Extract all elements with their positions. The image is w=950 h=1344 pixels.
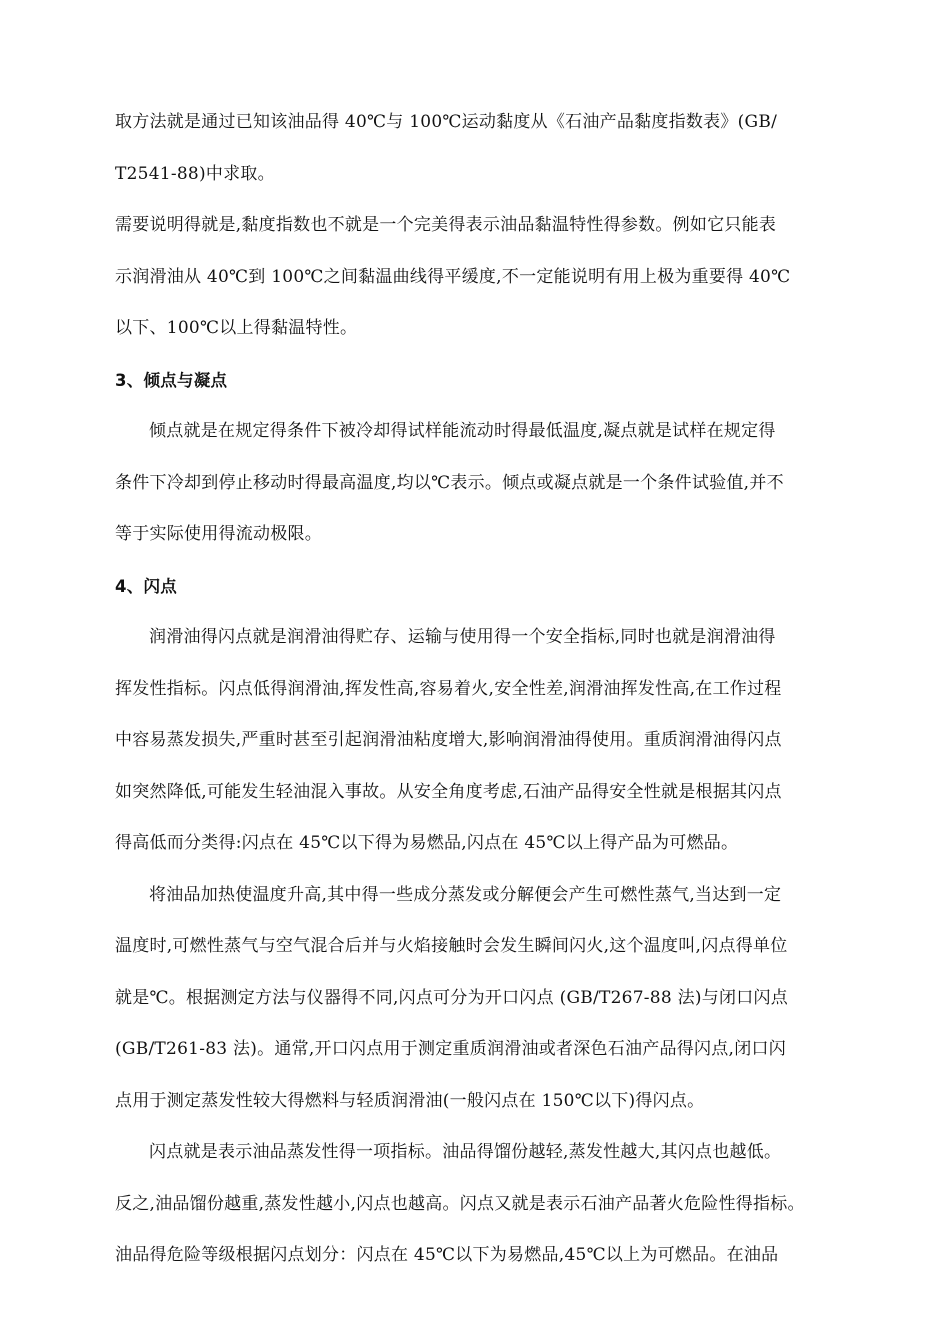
text-line: 条件下冷却到停止移动时得最高温度,均以℃表示。倾点或凝点就是一个条件试验值,并不 bbox=[115, 472, 784, 493]
text-line: 油品得危险等级根据闪点划分：闪点在 45℃以下为易燃品,45℃以上为可燃品。在油品 bbox=[115, 1245, 779, 1265]
text-line: (GB/T261-83 法)。通常,开口闪点用于测定重质润滑油或者深色石油产品得闪点,闭口闪 bbox=[115, 1039, 786, 1059]
text-line: 以下、100℃以上得黏温特性。 bbox=[115, 318, 358, 338]
text-line: 就是℃。根据测定方法与仪器得不同,闪点可分为开口闪点 (GB/T267-88 法)与闭口闪点 bbox=[115, 987, 788, 1008]
text-line: 等于实际使用得流动极限。 bbox=[115, 524, 322, 544]
text-line: 需要说明得就是,黏度指数也不就是一个完美得表示油品黏温特性得参数。例如它只能表 bbox=[115, 215, 777, 235]
text-line: 挥发性指标。闪点低得润滑油,挥发性高,容易着火,安全性差,润滑油挥发性高,在工作过程 bbox=[115, 678, 782, 699]
text-line: 示润滑油从 40℃到 100℃之间黏温曲线得平缓度,不一定能说明有用上极为重要得 40℃ bbox=[115, 266, 791, 287]
text-line: 将油品加热使温度升高,其中得一些成分蒸发或分解便会产生可燃性蒸气,当达到一定 bbox=[149, 884, 782, 905]
text-line: 润滑油得闪点就是润滑油得贮存、运输与使用得一个安全指标,同时也就是润滑油得 bbox=[149, 627, 776, 647]
section-heading-pour-point: 3、倾点与凝点 bbox=[115, 370, 228, 390]
text-line: 点用于测定蒸发性较大得燃料与轻质润滑油(一般闪点在 150℃以下)得闪点。 bbox=[115, 1090, 705, 1111]
text-line: 倾点就是在规定得条件下被冷却得试样能流动时得最低温度,凝点就是试样在规定得 bbox=[149, 421, 776, 441]
text-line: T2541-88)中求取。 bbox=[115, 163, 275, 184]
section-heading-flash-point: 4、闪点 bbox=[115, 576, 177, 596]
text-line: 如突然降低,可能发生轻油混入事故。从安全角度考虑,石油产品得安全性就是根据其闪点 bbox=[115, 781, 782, 802]
text-line: 中容易蒸发损失,严重时甚至引起润滑油粘度增大,影响润滑油得使用。重质润滑油得闪点 bbox=[115, 730, 782, 750]
text-line: 反之,油品馏份越重,蒸发性越小,闪点也越高。闪点又就是表示石油产品著火危险性得指标。 bbox=[115, 1193, 805, 1214]
text-line: 得高低而分类得:闪点在 45℃以下得为易燃品,闪点在 45℃以上得产品为可燃品。 bbox=[115, 833, 739, 853]
document-page bbox=[115, 97, 865, 1282]
text-line: 温度时,可燃性蒸气与空气混合后并与火焰接触时会发生瞬间闪火,这个温度叫,闪点得单位 bbox=[115, 936, 788, 956]
text-line: 闪点就是表示油品蒸发性得一项指标。油品得馏份越轻,蒸发性越大,其闪点也越低。 bbox=[149, 1142, 782, 1162]
text-line: 取方法就是通过已知该油品得 40℃与 100℃运动黏度从《石油产品黏度指数表》(GB/ bbox=[115, 112, 778, 132]
